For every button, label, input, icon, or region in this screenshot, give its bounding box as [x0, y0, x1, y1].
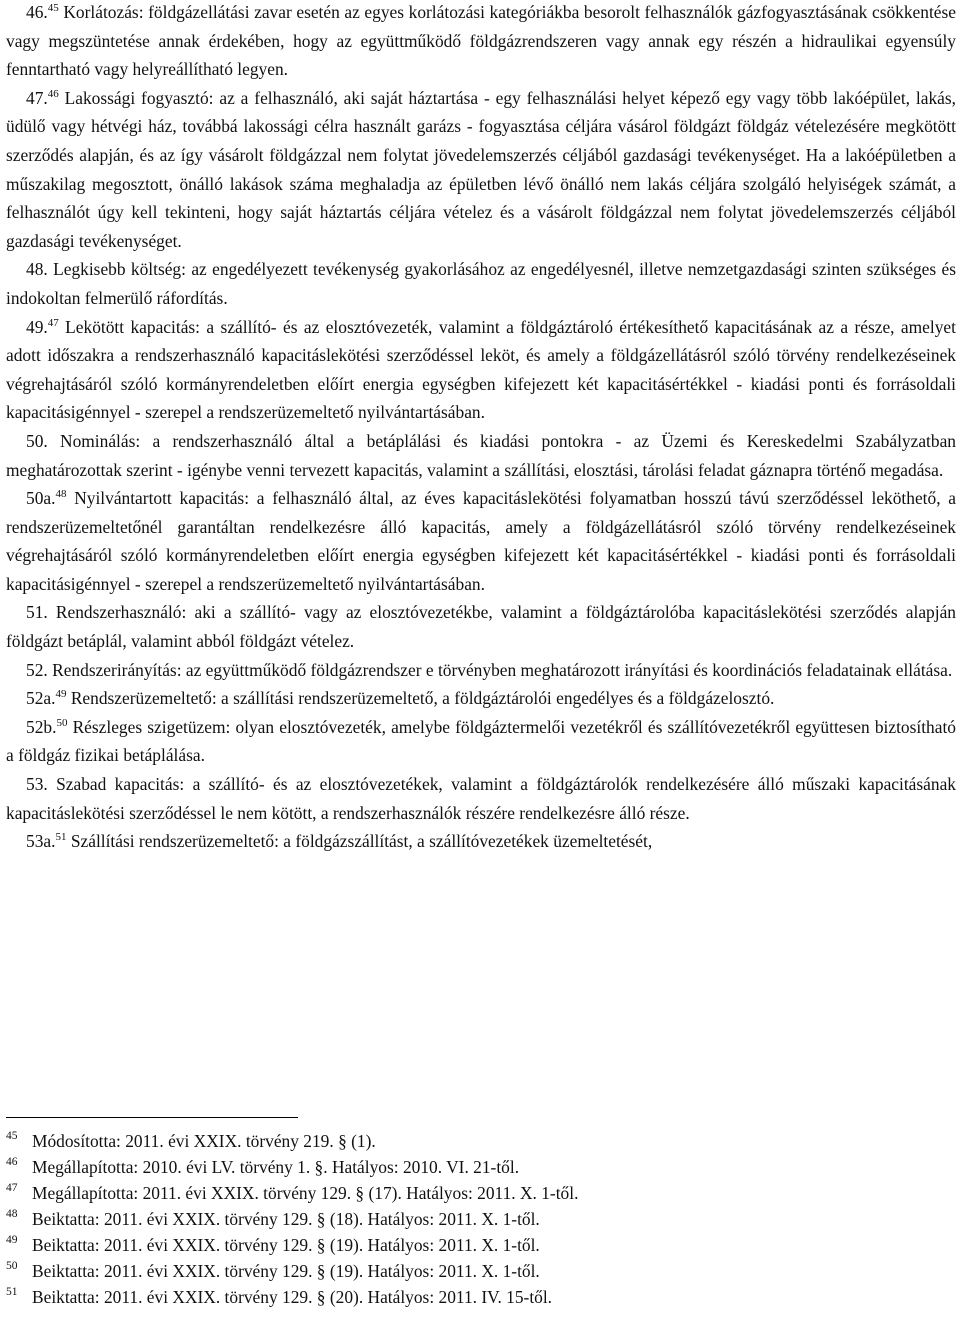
footnote-separator — [6, 1117, 298, 1118]
footnote-49: $^{49}$ Beiktatta: 2011. évi XXIX. törvény 129. § (19). Hatályos: 2011. X. 1-től. — [6, 1234, 540, 1255]
paragraph-number: 52. — [26, 659, 48, 680]
defined-term: Részleges szigetüzem: — [72, 716, 231, 737]
definition-text: aki a szállító- vagy az elosztóvezetékbe, valamint a földgáztárolóba kapacitáslekötési szerződés alapján földgázt betáplál, valamint abból földgázt vételez. — [6, 602, 956, 652]
definition-text: az együttműködő földgázrendszer e törvényben meghatározott irányítási és koordinációs feladatainak ellátása. — [181, 659, 953, 680]
footnote-text: Beiktatta: 2011. évi XXIX. törvény 129. § (18). Hatályos: 2011. X. 1-től. — [32, 1209, 540, 1229]
paragraph-number: 50a. — [26, 488, 56, 509]
footnote-51: $^{51}$ Beiktatta: 2011. évi XXIX. törvény 129. § (20). Hatályos: 2011. IV. 15-től. — [6, 1286, 553, 1307]
paragraph-number: 53. — [26, 774, 48, 795]
defined-term: Nyilvántartott kapacitás: — [74, 488, 250, 509]
definition-52a — [6, 684, 956, 713]
paragraph-number: 47. — [26, 87, 48, 108]
footnote-ref[interactable]: 45 — [47, 2, 59, 14]
footnote-50: $^{50}$ Beiktatta: 2011. évi XXIX. törvény 129. § (19). Hatályos: 2011. X. 1-től. — [6, 1260, 540, 1281]
defined-term: Lekötött kapacitás: — [65, 316, 201, 337]
paragraph-number: 53a. — [26, 831, 56, 852]
footnote-text: Megállapította: 2010. évi LV. törvény 1. §. Hatályos: 2010. VI. 21-től. — [32, 1157, 520, 1177]
footnote-ref[interactable]: 49 — [55, 688, 67, 701]
definition-text: a rendszerhasználó által a betáplálási és kiadási pontokra - az Üzemi és Kereskedelmi Szabályzatban meghatározottak szerint - igénybe venni tervezett kapacitás, valamint a szállítási, elosztási, tárolási feladat gáznapra történő megadása. — [6, 430, 956, 480]
footnote-46: $^{46}$ Megállapította: 2010. évi LV. törvény 1. §. Hatályos: 2010. VI. 21-től. — [6, 1156, 520, 1177]
paragraph-number: 52b. — [26, 716, 57, 737]
paragraph-number: 49. — [26, 316, 48, 337]
definition-52 — [6, 656, 956, 685]
footnotes — [6, 1128, 906, 1310]
defined-term: Legkisebb költség: — [53, 259, 186, 280]
definition-49 — [6, 313, 956, 427]
footnote-text: Beiktatta: 2011. évi XXIX. törvény 129. § (19). Hatályos: 2011. X. 1-től. — [32, 1261, 540, 1281]
paragraph-number: 51. — [26, 602, 48, 623]
defined-term: Korlátozás: — [63, 2, 144, 22]
footnote-ref[interactable]: 46 — [47, 87, 59, 100]
defined-term: Rendszerhasználó: — [55, 602, 187, 623]
footnote-ref[interactable]: 51 — [55, 831, 67, 844]
defined-term: Szabad kapacitás: — [56, 774, 185, 795]
footnote-ref[interactable]: 47 — [47, 316, 59, 329]
definition-53a — [6, 827, 956, 856]
document-body — [6, 0, 956, 856]
footnote-text: Módosította: 2011. évi XXIX. törvény 219. § (1). — [32, 1131, 376, 1151]
footnote-ref[interactable]: 48 — [55, 488, 67, 501]
definition-text: olyan elosztóvezeték, amelybe földgáztermelői vezetékről és szállítóvezetékről együttesen biztosítható a földgáz fizikai betáplálása. — [6, 716, 956, 766]
definition-text: a felhasználó által, az éves kapacitáslekötési folyamatban hosszú távú szerződéssel leköthető, a rendszerüzemeltetőnél garantáltan rendelkezésre álló kapacitás, amely a földgázellátásról szóló törvény rendelkezéseinek végrehajtásáról szóló kormányrendeletben előírt energia egységben kifejezett két kapacitásértékkel - kiadási ponti és forrásoldali kapacitásigénnyel - szerepel a rendszerüzemeltető nyilvántartásában. — [6, 488, 956, 594]
definition-text: a szállítási rendszerüzemeltető, a földgáztárolói engedélyes és a földgázelosztó. — [216, 688, 775, 709]
definition-50 — [6, 427, 956, 484]
definition-53 — [6, 770, 956, 827]
defined-term: Nominálás: — [60, 430, 141, 451]
footnote-text: Megállapította: 2011. évi XXIX. törvény 129. § (17). Hatályos: 2011. X. 1-től. — [32, 1183, 579, 1203]
definition-48 — [6, 255, 956, 312]
definition-46 — [6, 0, 956, 84]
defined-term: Rendszerirányítás: — [52, 659, 182, 680]
definition-text: a szállító- és az elosztóvezetékek, valamint a földgáztárolók rendelkezésére álló műszaki kapacitásának kapacitáslekötési szerződéssel le nem kötött, a rendszerhasználók részére rendelkezésre álló része. — [6, 774, 956, 823]
definition-47 — [6, 84, 956, 256]
footnote-text: Beiktatta: 2011. évi XXIX. törvény 129. § (19). Hatályos: 2011. X. 1-től. — [32, 1235, 540, 1255]
definition-text: az engedélyezett tevékenység gyakorlásához az engedélyesnél, illetve nemzetgazdasági szinten szükséges és indokoltan felmerülő ráfordítás. — [6, 259, 956, 308]
definition-text: a földgázszállítást, a szállítóvezetékek üzemeltetését, — [278, 831, 653, 852]
paragraph-number: 52a. — [26, 688, 56, 709]
definition-text: földgázellátási zavar esetén az egyes korlátozási kategóriákba besorolt felhasználók gázfogyasztásának csökkentése vagy megszüntetése annak érdekében, hogy az együttműködő földgázrendszeren vagy annak egy részén a hidraulikai egyensúly fenntartható vagy helyreállítható legyen. — [6, 2, 956, 80]
definition-text: az a felhasználó, aki saját háztartása - egy felhasználási helyet képező egy vagy több lakóépület, lakás, üdülő vagy hétvégi ház, továbbá lakossági célra használt garázs - fogyasztása céljára vásárol földgázt földgáz vételezésére megkötött szerződés alapján, és az így vásárolt földgázzal nem folytat jövedelemszerzés céljából gazdasági tevékenységet. Ha a lakóépületben a műszakilag megosztott, önálló lakások száma meghaladja az épületben lévő önálló nem lakás céljára szolgáló helyiségek számát, a felhasználót úgy kell tekinteni, hogy saját háztartás céljára vételez és a vásárolt földgázzal nem folytat jövedelemszerzés céljából gazdasági tevékenységet. — [6, 87, 956, 251]
footnote-47: $^{47}$ Megállapította: 2011. évi XXIX. törvény 129. § (17). Hatályos: 2011. X. 1-től. — [6, 1182, 579, 1203]
definition-51 — [6, 598, 956, 655]
footnote-text: Beiktatta: 2011. évi XXIX. törvény 129. § (20). Hatályos: 2011. IV. 15-től. — [32, 1287, 553, 1307]
paragraph-number: 46. — [26, 2, 48, 22]
defined-term: Lakossági fogyasztó: — [64, 87, 214, 108]
paragraph-number: 50. — [26, 430, 48, 451]
footnote-48: $^{48}$ Beiktatta: 2011. évi XXIX. törvény 129. § (18). Hatályos: 2011. X. 1-től. — [6, 1208, 540, 1229]
definition-50a — [6, 484, 956, 598]
defined-term: Szállítási rendszerüzemeltető: — [70, 831, 279, 852]
defined-term: Rendszerüzemeltető: — [70, 688, 217, 709]
definition-text: a szállító- és az elosztóvezeték, valamint a földgáztároló értékesíthető kapacitásának az a része, amelyet adott időszakra a rendszerhasználó kapacitáslekötési szerződéssel leköt, és amely a földgázellátásról szóló törvény rendelkezéseinek végrehajtásáról szóló kormányrendeletben előírt energia egységben kifejezett két kapacitásértékkel - kiadási ponti és forrásoldali kapacitásigénnyel - szerepel a rendszerüzemeltető nyilvántartásában. — [6, 316, 956, 423]
definition-52b — [6, 713, 956, 770]
footnote-ref[interactable]: 50 — [56, 716, 68, 729]
footnote-45: $^{45}$ Módosította: 2011. évi XXIX. törvény 219. § (1). — [6, 1130, 376, 1151]
paragraph-number: 48. — [26, 259, 48, 280]
